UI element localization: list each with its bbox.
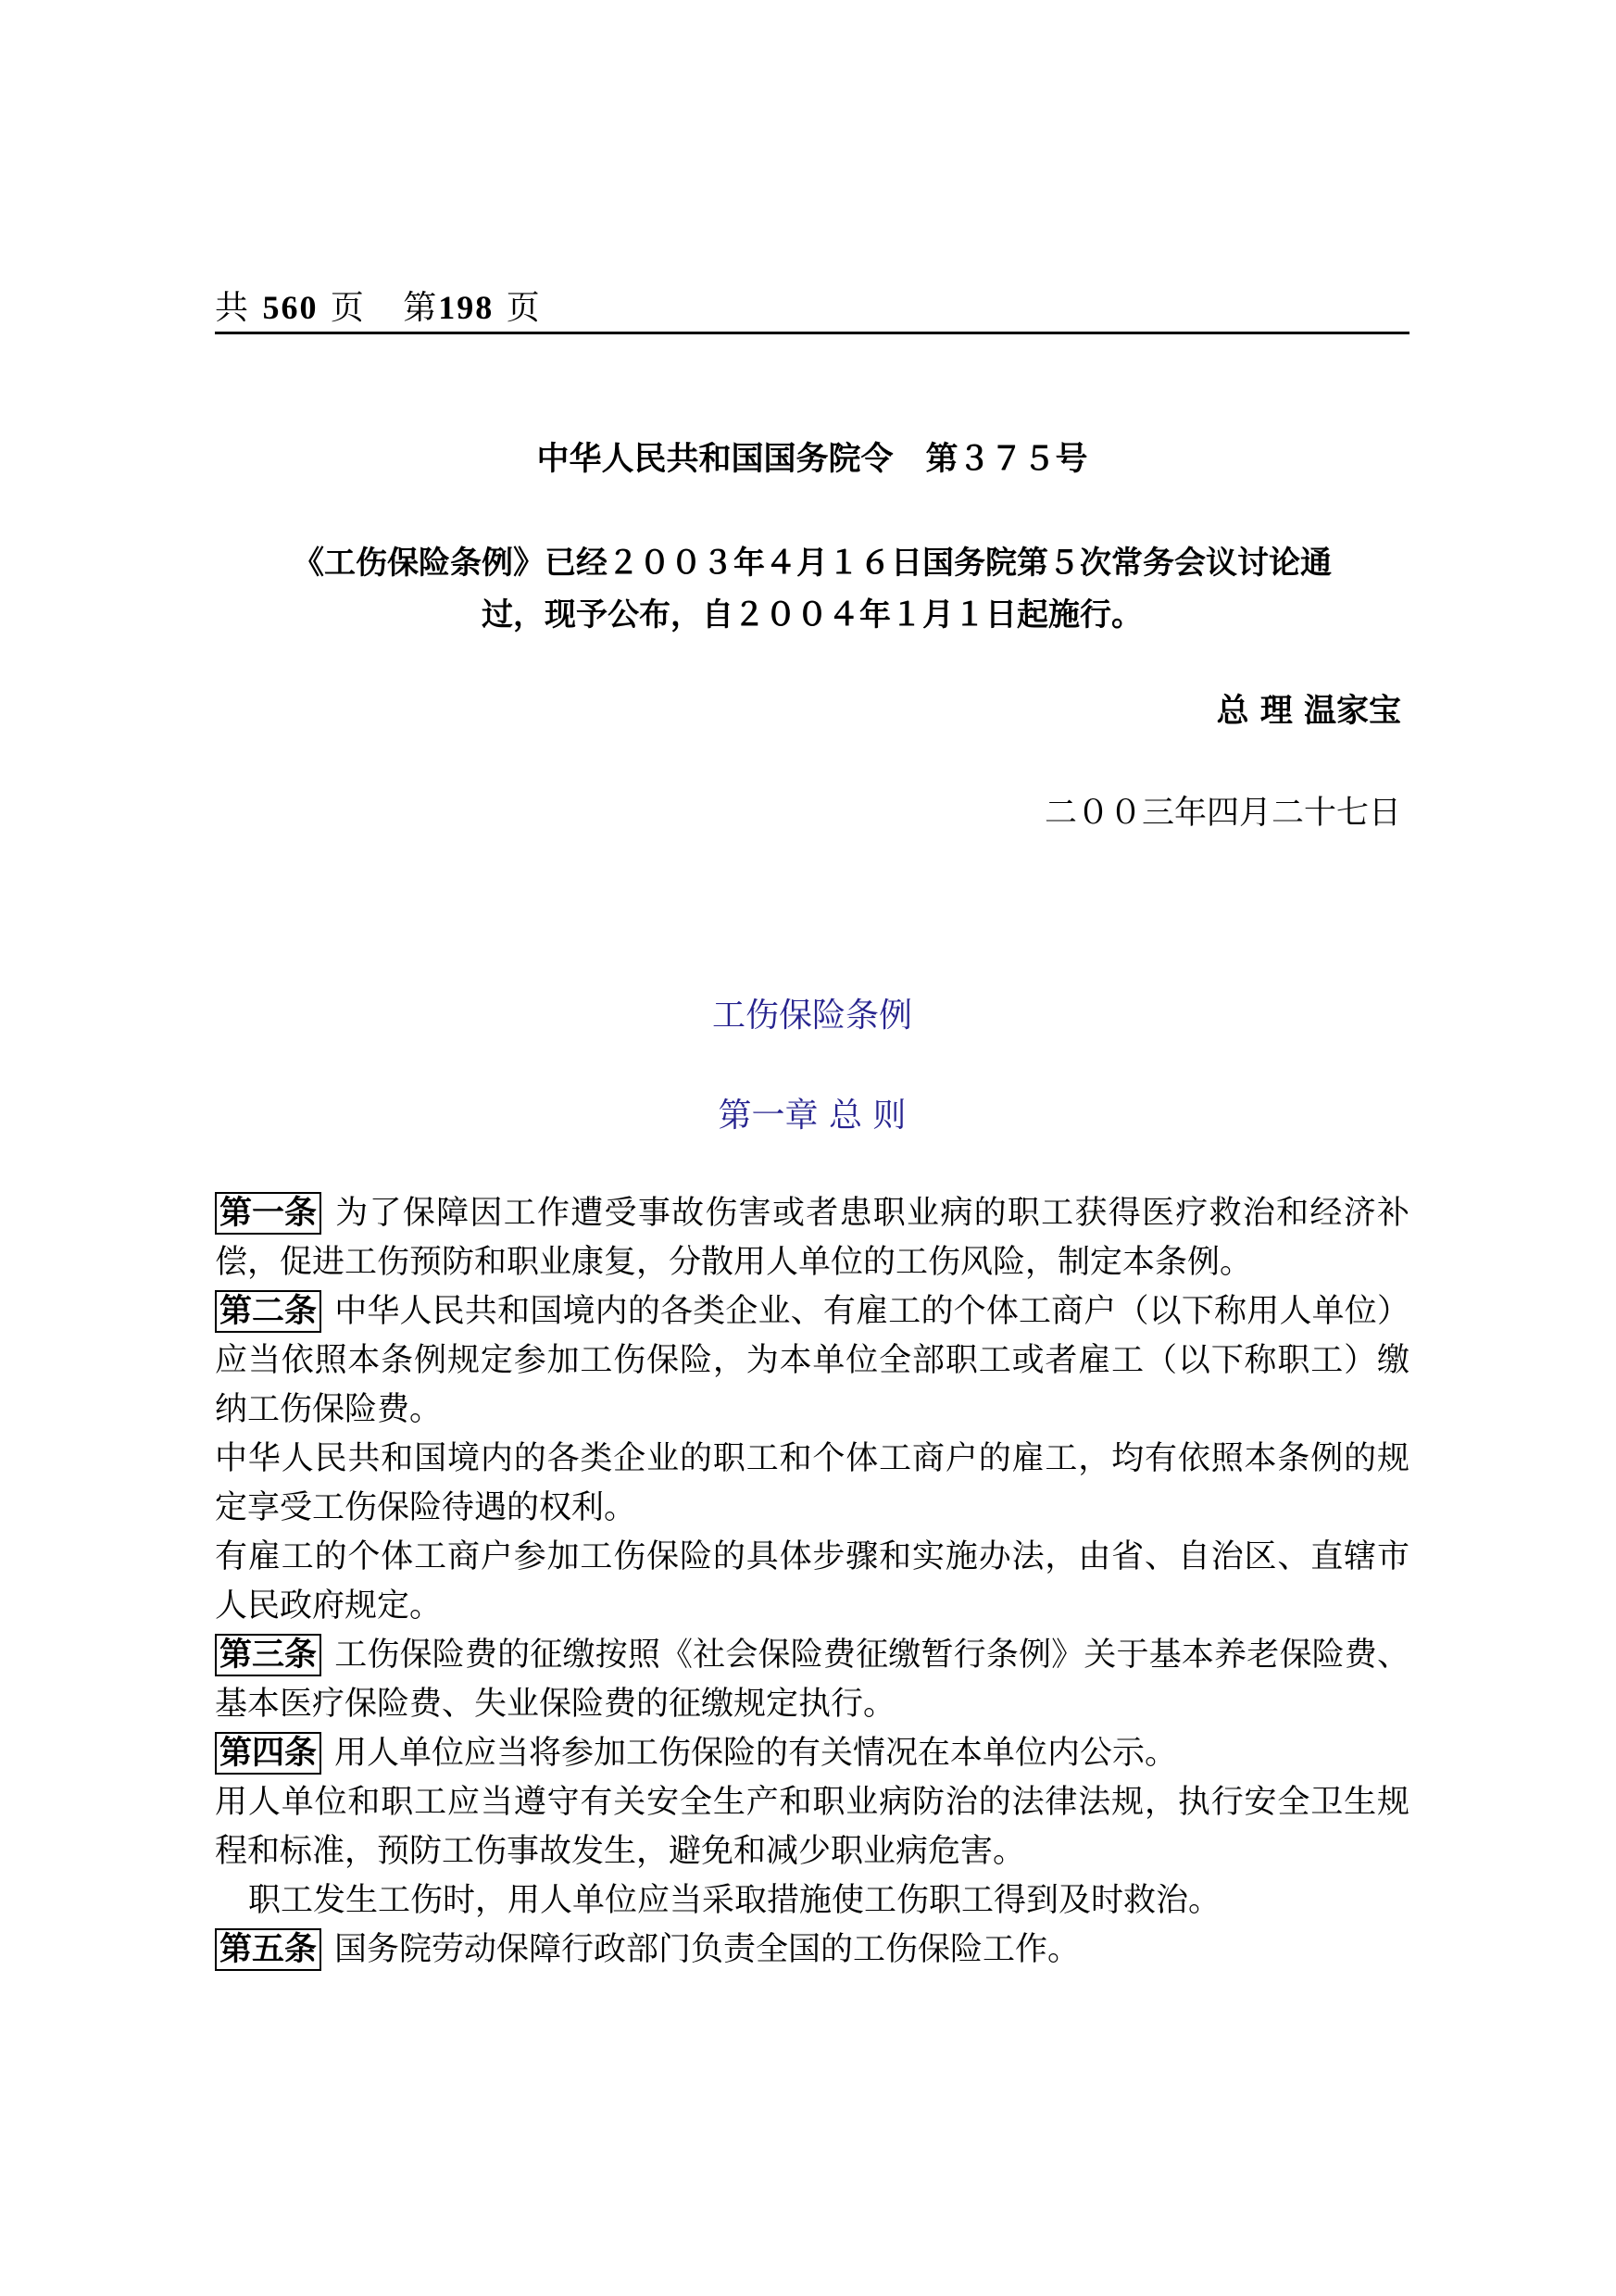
article-2 — [215, 1287, 1409, 1435]
article-label: 第二条 — [215, 1290, 321, 1333]
announcement-line-2: 过，现予公布，自２００４年１月１日起施行。 — [482, 596, 1143, 634]
article-3 — [215, 1631, 1409, 1729]
announcement-line-1: 《工伤保险条例》已经２００３年４月１６日国务院第５次常务会议讨论通 — [293, 545, 1332, 582]
chapter-title: 第一章 总 则 — [718, 1097, 907, 1135]
article-text: 用人单位应当将参加工伤保险的有关情况在本单位内公示。 — [334, 1735, 1178, 1772]
total-pages: 560 — [262, 289, 319, 326]
decree-announcement — [215, 537, 1409, 641]
total-prefix: 共 — [215, 289, 251, 327]
article-label: 第一条 — [215, 1192, 321, 1235]
article-label: 第五条 — [215, 1928, 321, 1971]
article-4 — [215, 1729, 1409, 1778]
article-text: 中华人民共和国境内的各类企业、有雇工的个体工商户（以下称用人单位）应当依照本条例规定参加工伤保险，为本单位全部职工或者雇工（以下称职工）缴纳工伤保险费。 — [215, 1293, 1409, 1428]
article-text: 国务院劳动保障行政部门负责全国的工伤保险工作。 — [334, 1931, 1081, 1968]
current-prefix: 第 — [403, 289, 439, 327]
article-label: 第三条 — [215, 1634, 321, 1676]
regulation-title: 工伤保险条例 — [711, 997, 912, 1035]
article-paragraph: 中华人民共和国境内的各类企业的职工和个体工商户的雇工，均有依照本条例的规定享受工伤保险待遇的权利。 — [215, 1440, 1409, 1526]
article-1 — [215, 1189, 1409, 1287]
article-5 — [215, 1926, 1409, 1975]
article-text: 为了保障因工作遭受事故伤害或者患职业病的职工获得医疗救治和经济补偿，促进工伤预防和职业康复，分散用人单位的工伤风险，制定本条例。 — [215, 1195, 1409, 1281]
total-suffix: 页 — [330, 289, 366, 327]
article-label: 第四条 — [215, 1732, 321, 1775]
article-paragraph: 职工发生工伤时，用人单位应当采取措施使工伤职工得到及时救治。 — [248, 1882, 1221, 1919]
article-paragraph: 用人单位和职工应当遵守有关安全生产和职业病防治的法律法规，执行安全卫生规程和标准，预防工伤事故发生，避免和减少职业病危害。 — [215, 1784, 1409, 1870]
decree-signer: 总 理 温家宝 — [1216, 692, 1401, 730]
article-paragraph: 有雇工的个体工商户参加工伤保险的具体步骤和实施办法，由省、自治区、直辖市人民政府规定。 — [215, 1538, 1409, 1625]
decree-title: 中华人民共和国国务院令 第３７５号 — [536, 440, 1088, 478]
article-text: 工伤保险费的征缴按照《社会保险费征缴暂行条例》关于基本养老保险费、基本医疗保险费、失业保险费的征缴规定执行。 — [215, 1637, 1409, 1723]
decree-date: 二００三年四月二十七日 — [1044, 795, 1401, 832]
page-header — [215, 283, 1409, 334]
current-page: 198 — [438, 289, 495, 326]
regulation-body — [215, 1189, 1409, 1975]
current-suffix: 页 — [506, 289, 542, 327]
